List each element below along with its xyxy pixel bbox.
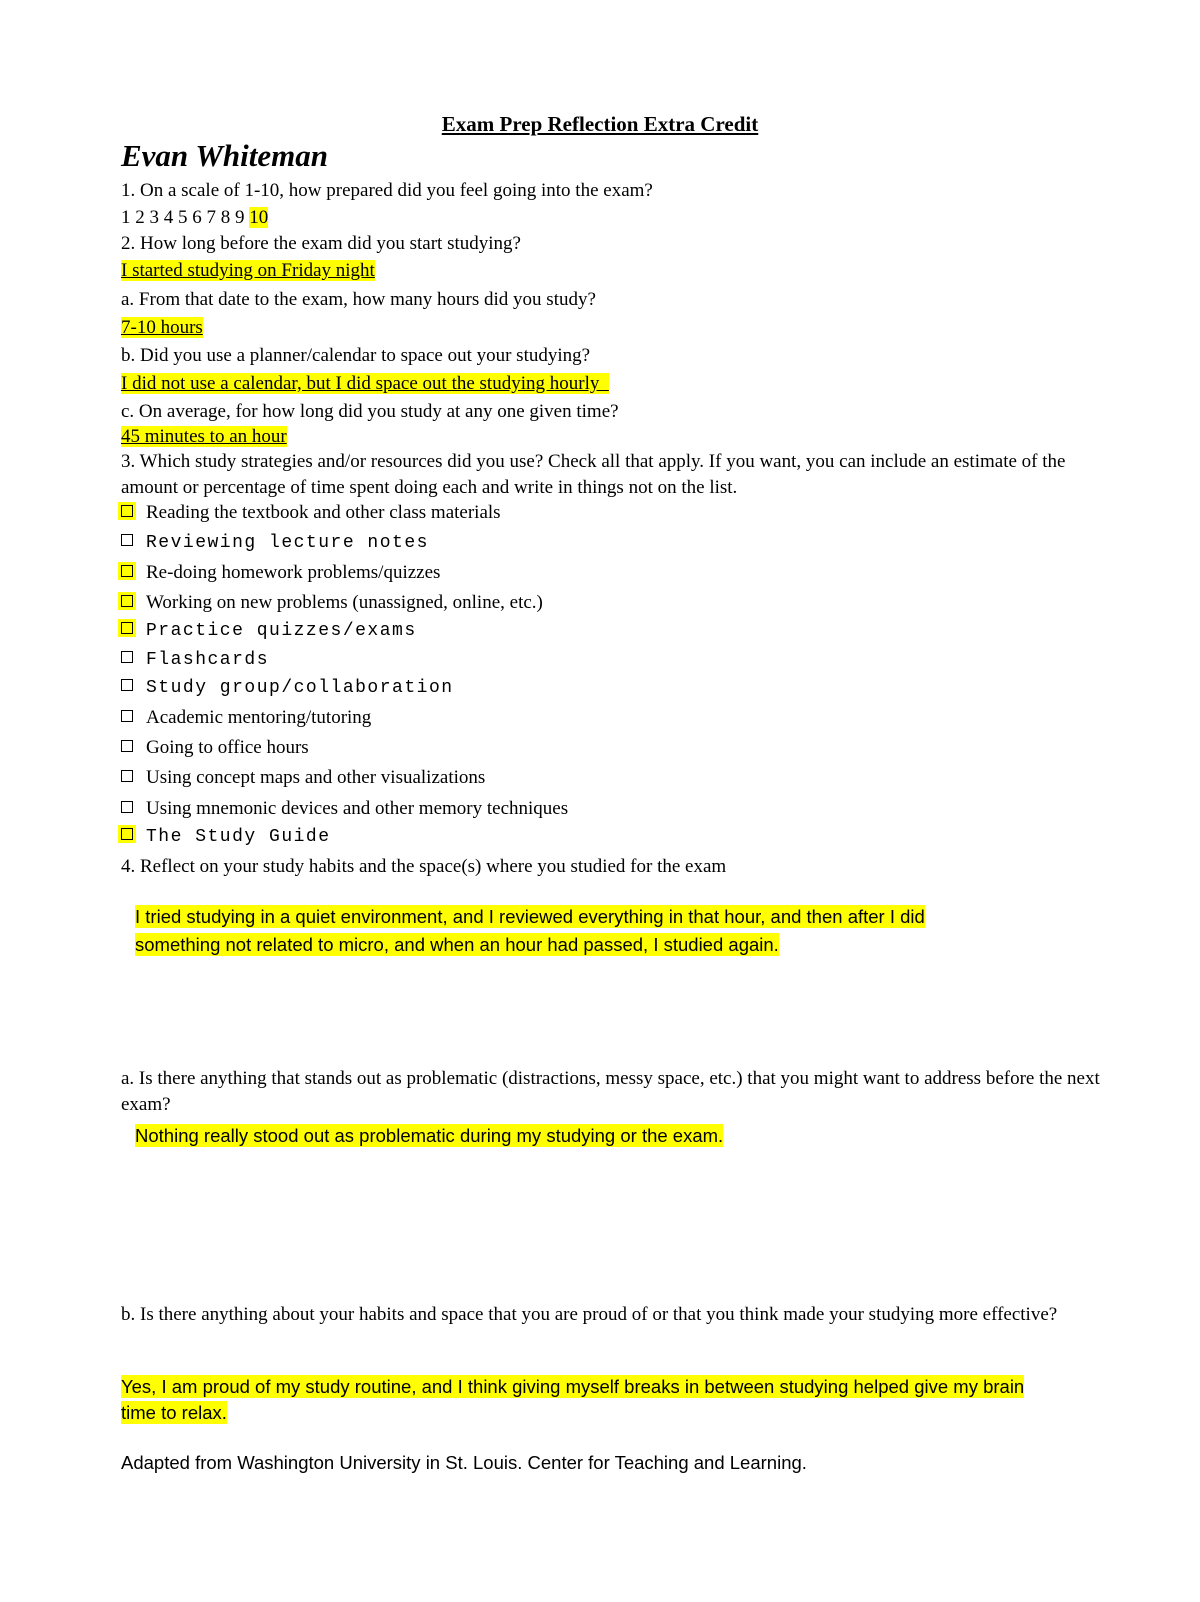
q3-option-label: Practice quizzes/exams [146,621,417,641]
footer-credit: Adapted from Washington University in St. Louis. Center for Teaching and Learning. [121,1452,807,1473]
q3-option [121,825,331,849]
question-4: 4. Reflect on your study habits and the space(s) where you studied for the exam [121,856,727,877]
q3-option-label: Working on new problems (unassigned, online, etc.) [146,592,543,613]
q3-option [121,736,309,760]
q3-option [121,619,417,643]
q4b-answer [121,1374,1101,1426]
q4-answer [135,903,1035,959]
q1-selected-value: 10 [249,207,269,228]
question-2c: c. On average, for how long did you study at any one given time? [121,401,619,422]
q3-option-label: Study group/collaboration [146,678,454,698]
q3-option [121,676,454,700]
q3-option [121,706,371,730]
checkbox-icon [121,710,133,722]
q3-option [121,648,269,672]
q4-answer-line-1: I tried studying in a quiet environment, and I reviewed everything in that hour, and then after I did [135,906,925,927]
question-1: 1. On a scale of 1-10, how prepared did you feel going into the exam? [121,180,653,201]
q2a-answer: 7-10 hours [121,317,203,338]
checkbox-icon [121,770,133,782]
q4a-answer: Nothing really stood out as problematic during my studying or the exam. [135,1125,724,1146]
q3-option [121,531,429,555]
question-2a: a. From that date to the exam, how many hours did you study? [121,289,596,310]
q2c-answer: 45 minutes to an hour [121,426,287,447]
q3-option-label: Reviewing lecture notes [146,533,429,553]
question-2b: b. Did you use a planner/calendar to space out your studying? [121,345,591,366]
q3-option [121,766,485,790]
checked-box-icon [121,622,133,634]
student-name: Evan Whiteman [121,138,329,173]
checked-box-icon [121,565,133,577]
question-4a: a. Is there anything that stands out as problematic (distractions, messy space, etc.) that you might want to address before the next exam? [121,1068,1100,1115]
q3-option [121,797,568,821]
q4b-answer-line-1: Yes, I am proud of my study routine, and I think giving myself breaks in between studying helped give my brain [121,1376,1025,1397]
q1-scale-row [121,206,268,230]
document-title: Exam Prep Reflection Extra Credit [441,112,759,136]
q3-option-label: Academic mentoring/tutoring [146,707,372,728]
q4b-answer-line-2: time to relax. [121,1402,227,1423]
question-2: 2. How long before the exam did you start studying? [121,233,521,254]
checkbox-icon [121,801,133,813]
q3-option-label: Going to office hours [146,737,309,758]
question-4b: b. Is there anything about your habits and space that you are proud of or that you think made your studying more effective? [121,1304,1058,1325]
q3-option-label: Reading the textbook and other class materials [146,502,501,523]
checkbox-icon [121,651,133,663]
question-3: 3. Which study strategies and/or resources did you use? Check all that apply. If you want, you can include an estimate of the amount or percentage of time spent doing each and write in things not on the list. [121,451,1066,498]
q3-option-label: Flashcards [146,650,270,670]
q2-answer: I started studying on Friday night [121,260,375,281]
q4-answer-line-2: something not related to micro, and when an hour had passed, I studied again. [135,934,779,955]
checkbox-icon [121,740,133,752]
checked-box-icon [121,828,133,840]
checkbox-icon [121,534,133,546]
q3-option-label: Using mnemonic devices and other memory techniques [146,798,569,819]
q1-scale: 1 2 3 4 5 6 7 8 9 [121,207,245,228]
q3-option-label: Using concept maps and other visualizations [146,767,486,788]
checkbox-icon [121,679,133,691]
checked-box-icon [121,505,133,517]
q3-option [121,501,501,525]
q3-option-label: The Study Guide [146,827,331,847]
q3-option [121,591,543,615]
q3-option-label: Re-doing homework problems/quizzes [146,562,441,583]
q3-option [121,561,440,585]
checked-box-icon [121,595,133,607]
q2b-answer: I did not use a calendar, but I did space out the studying hourly [121,373,609,394]
